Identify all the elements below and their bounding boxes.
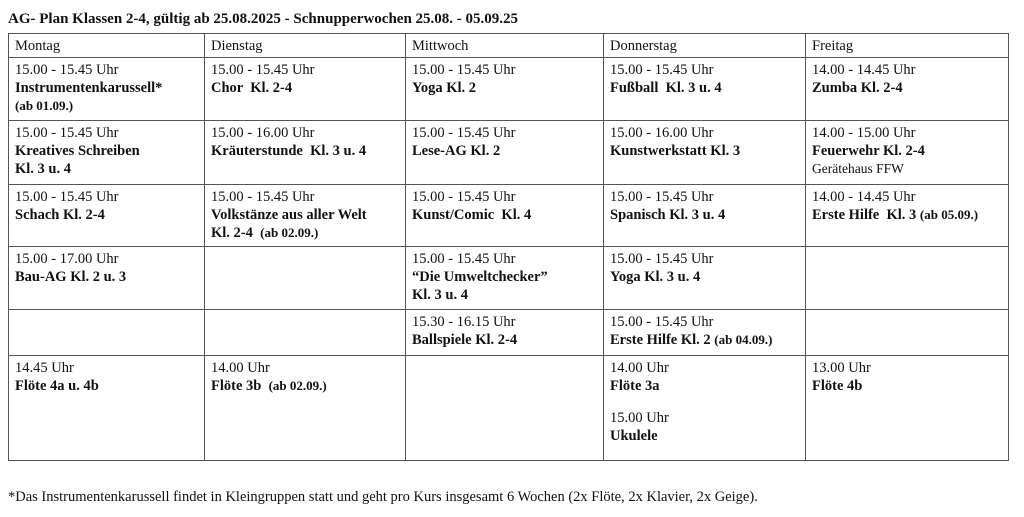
activity-name: “Die Umweltchecker” xyxy=(412,269,548,285)
start-date-note: (ab 05.09.) xyxy=(919,207,979,222)
activity-name: Instrumentenkarussell* xyxy=(15,80,163,96)
footnote: *Das Instrumentenkarussell findet in Kleingruppen statt und geht pro Kurs insgesamt 6 Wochen (2x Flöte, 2x Klavier, 2x Geige). xyxy=(8,489,758,505)
time-label: 14.00 - 14.45 Uhr xyxy=(812,189,916,205)
activity-grade: Kl. 2-4 xyxy=(211,225,253,241)
day-header-dienstag: Dienstag xyxy=(205,34,406,58)
activity-name: Ballspiele Kl. 2-4 xyxy=(412,332,518,348)
activity-name: Zumba Kl. 2-4 xyxy=(812,80,903,96)
schedule-cell xyxy=(205,58,406,121)
start-date-note: (ab 02.09.) xyxy=(260,225,319,240)
schedule-cell xyxy=(406,58,604,121)
activity-name: Feuerwehr Kl. 2-4 xyxy=(812,143,925,159)
empty-cell xyxy=(806,247,1009,310)
time-label: 14.00 - 14.45 Uhr xyxy=(812,62,916,78)
schedule-cell xyxy=(806,356,1009,461)
time-label: 15.00 - 15.45 Uhr xyxy=(412,251,516,267)
time-label: 15.00 - 15.45 Uhr xyxy=(211,62,315,78)
day-header-donnerstag: Donnerstag xyxy=(604,34,806,58)
time-label: 14.00 - 15.00 Uhr xyxy=(812,125,916,141)
empty-cell xyxy=(205,310,406,356)
time-label: 15.00 - 15.45 Uhr xyxy=(15,62,119,78)
time-label: 15.00 - 17.00 Uhr xyxy=(15,251,119,267)
schedule-cell xyxy=(205,121,406,185)
day-header-mittwoch: Mittwoch xyxy=(406,34,604,58)
schedule-cell xyxy=(604,185,806,247)
table-row xyxy=(9,247,1009,310)
empty-cell xyxy=(205,247,406,310)
table-row xyxy=(9,185,1009,247)
schedule-cell xyxy=(9,356,205,461)
time-label: 15.00 Uhr xyxy=(610,410,669,426)
table-row xyxy=(9,58,1009,121)
time-label: 15.00 - 15.45 Uhr xyxy=(412,125,516,141)
time-label: 15.00 - 15.45 Uhr xyxy=(610,314,714,330)
empty-cell xyxy=(806,310,1009,356)
activity-name: Kunst/Comic Kl. 4 xyxy=(412,207,532,223)
time-label: 15.00 - 15.45 Uhr xyxy=(610,62,714,78)
activity-name: Kreatives Schreiben xyxy=(15,143,140,159)
schedule-cell xyxy=(806,121,1009,185)
schedule-cell xyxy=(604,310,806,356)
start-date-note: (ab 04.09.) xyxy=(714,332,773,347)
time-label: 15.00 - 15.45 Uhr xyxy=(15,189,119,205)
start-date-note: (ab 02.09.) xyxy=(268,378,327,393)
activity-name: Erste Hilfe Kl. 2 xyxy=(610,332,711,348)
empty-cell xyxy=(9,310,205,356)
activity-grade: Kl. 3 u. 4 xyxy=(15,161,71,177)
schedule-table xyxy=(8,33,1009,461)
schedule-cell xyxy=(604,121,806,185)
schedule-cell xyxy=(406,121,604,185)
schedule-cell xyxy=(604,356,806,461)
schedule-cell xyxy=(9,185,205,247)
time-label: 14.00 Uhr xyxy=(610,360,669,376)
page-title: AG- Plan Klassen 2-4, gültig ab 25.08.2025 - Schnupperwochen 25.08. - 05.09.25 xyxy=(8,11,519,27)
activity-name: Fußball Kl. 3 u. 4 xyxy=(610,80,722,96)
schedule-cell xyxy=(9,58,205,121)
activity-name: Chor Kl. 2-4 xyxy=(211,80,293,96)
time-label: 15.00 - 15.45 Uhr xyxy=(610,189,714,205)
day-header-montag: Montag xyxy=(9,34,205,58)
time-label: 15.00 - 15.45 Uhr xyxy=(412,62,516,78)
time-label: 15.00 - 15.45 Uhr xyxy=(412,189,516,205)
schedule-cell xyxy=(205,356,406,461)
time-label: 14.00 Uhr xyxy=(211,360,270,376)
cell-spacer xyxy=(610,395,799,409)
schedule-cell xyxy=(9,121,205,185)
activity-name: Flöte 3a xyxy=(610,378,660,394)
time-label: 15.00 - 15.45 Uhr xyxy=(15,125,119,141)
schedule-cell xyxy=(9,247,205,310)
schedule-cell xyxy=(406,247,604,310)
schedule-cell xyxy=(806,58,1009,121)
time-label: 15.00 - 16.00 Uhr xyxy=(610,125,714,141)
table-row xyxy=(9,356,1009,461)
activity-name: Bau-AG Kl. 2 u. 3 xyxy=(15,269,127,285)
empty-cell xyxy=(406,356,604,461)
activity-name: Yoga Kl. 2 xyxy=(412,80,477,96)
table-row xyxy=(9,121,1009,185)
activity-name: Ukulele xyxy=(610,428,658,444)
time-label: 15.00 - 16.00 Uhr xyxy=(211,125,315,141)
activity-name: Flöte 4b xyxy=(812,378,863,394)
time-label: 14.45 Uhr xyxy=(15,360,74,376)
schedule-cell xyxy=(406,185,604,247)
activity-name: Kräuterstunde Kl. 3 u. 4 xyxy=(211,143,367,159)
activity-name: Volkstänze aus aller Welt xyxy=(211,207,367,223)
time-label: 15.00 - 15.45 Uhr xyxy=(610,251,714,267)
activity-name: Yoga Kl. 3 u. 4 xyxy=(610,269,701,285)
activity-name: Flöte 4a u. 4b xyxy=(15,378,99,394)
schedule-cell xyxy=(205,185,406,247)
schedule-cell xyxy=(604,247,806,310)
schedule-cell xyxy=(604,58,806,121)
schedule-cell xyxy=(406,310,604,356)
time-label: 13.00 Uhr xyxy=(812,360,871,376)
activity-name: Spanisch Kl. 3 u. 4 xyxy=(610,207,726,223)
time-label: 15.30 - 16.15 Uhr xyxy=(412,314,516,330)
activity-name: Schach Kl. 2-4 xyxy=(15,207,105,223)
activity-name: Flöte 3b xyxy=(211,378,262,394)
table-row xyxy=(9,310,1009,356)
activity-name: Erste Hilfe Kl. 3 xyxy=(812,207,917,223)
start-date-note: (ab 01.09.) xyxy=(15,98,74,113)
time-label: 15.00 - 15.45 Uhr xyxy=(211,189,315,205)
day-header-freitag: Freitag xyxy=(806,34,1009,58)
activity-grade: Kl. 3 u. 4 xyxy=(412,287,468,303)
schedule-cell xyxy=(806,185,1009,247)
activity-name: Kunstwerkstatt Kl. 3 xyxy=(610,143,741,159)
header-row xyxy=(9,34,1009,58)
location-note: Gerätehaus FFW xyxy=(812,161,904,176)
activity-name: Lese-AG Kl. 2 xyxy=(412,143,501,159)
